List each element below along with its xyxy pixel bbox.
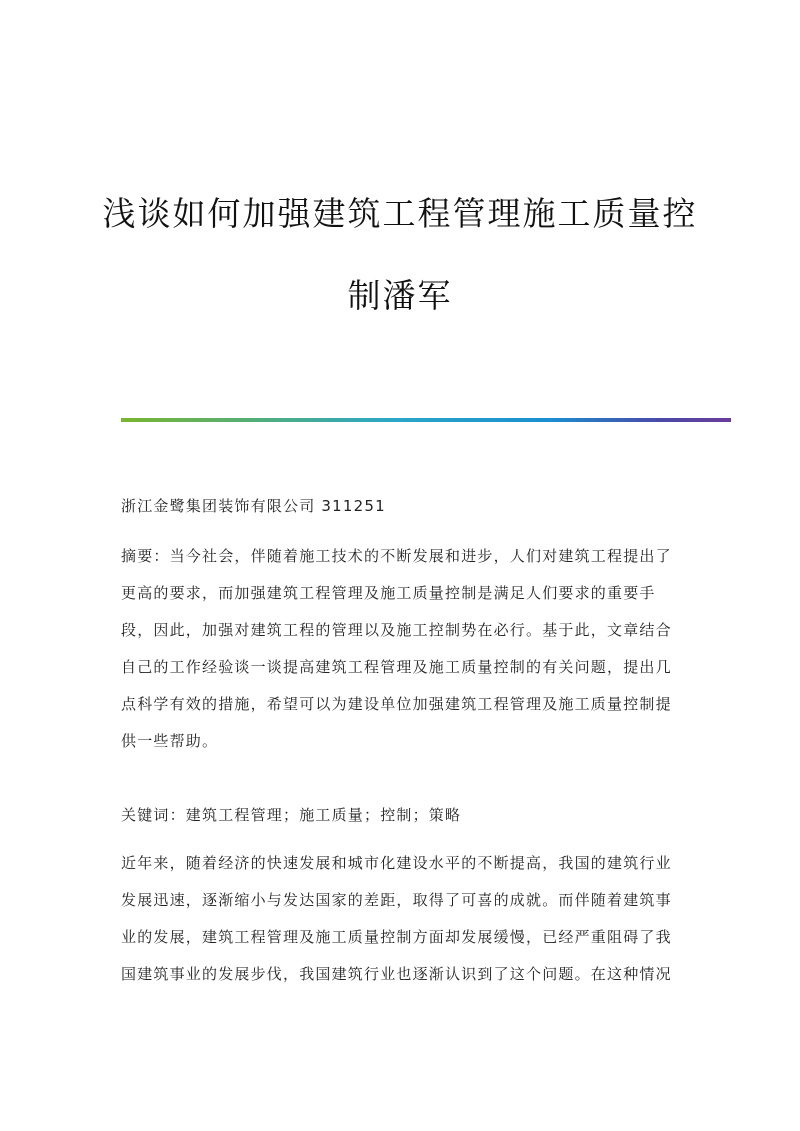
keywords-line: 关键词：建筑工程管理；施工质量；控制；策略 — [121, 806, 462, 824]
page-title-line-2: 制潘军 — [347, 276, 453, 315]
abstract-line: 摘要：当今社会，伴随着施工技术的不断发展和进步，人们对建筑工程提出了 — [121, 547, 672, 565]
page-title-line-1: 浅谈如何加强建筑工程管理施工质量控 — [102, 194, 698, 233]
intro-line: 近年来，随着经济的快速发展和城市化建设水平的不断提高，我国的建筑行业 — [121, 854, 672, 872]
author-affiliation: 浙江金鹭集团装饰有限公司 311251 — [121, 497, 386, 515]
abstract-line: 点科学有效的措施，希望可以为建设单位加强建筑工程管理及施工质量控制提 — [121, 695, 672, 713]
intro-line: 发展迅速，逐渐缩小与发达国家的差距，取得了可喜的成就。而伴随着建筑事 — [121, 891, 672, 909]
intro-line: 国建筑事业的发展步伐，我国建筑行业也逐渐认识到了这个问题。在这种情况 — [121, 965, 672, 983]
abstract-paragraph — [121, 538, 681, 760]
intro-paragraph — [121, 845, 681, 993]
abstract-line: 更高的要求，而加强建筑工程管理及施工质量控制是满足人们要求的重要手 — [121, 584, 656, 602]
title-divider — [121, 418, 731, 422]
abstract-line: 供一些帮助。 — [121, 732, 219, 750]
abstract-line: 自己的工作经验谈一谈提高建筑工程管理及施工质量控制的有关问题，提出几 — [121, 658, 672, 676]
intro-line: 业的发展，建筑工程管理及施工质量控制方面却发展缓慢，已经严重阻碍了我 — [121, 928, 672, 946]
abstract-line: 段，因此，加强对建筑工程的管理以及施工控制势在必行。基于此，文章结合 — [121, 621, 672, 639]
